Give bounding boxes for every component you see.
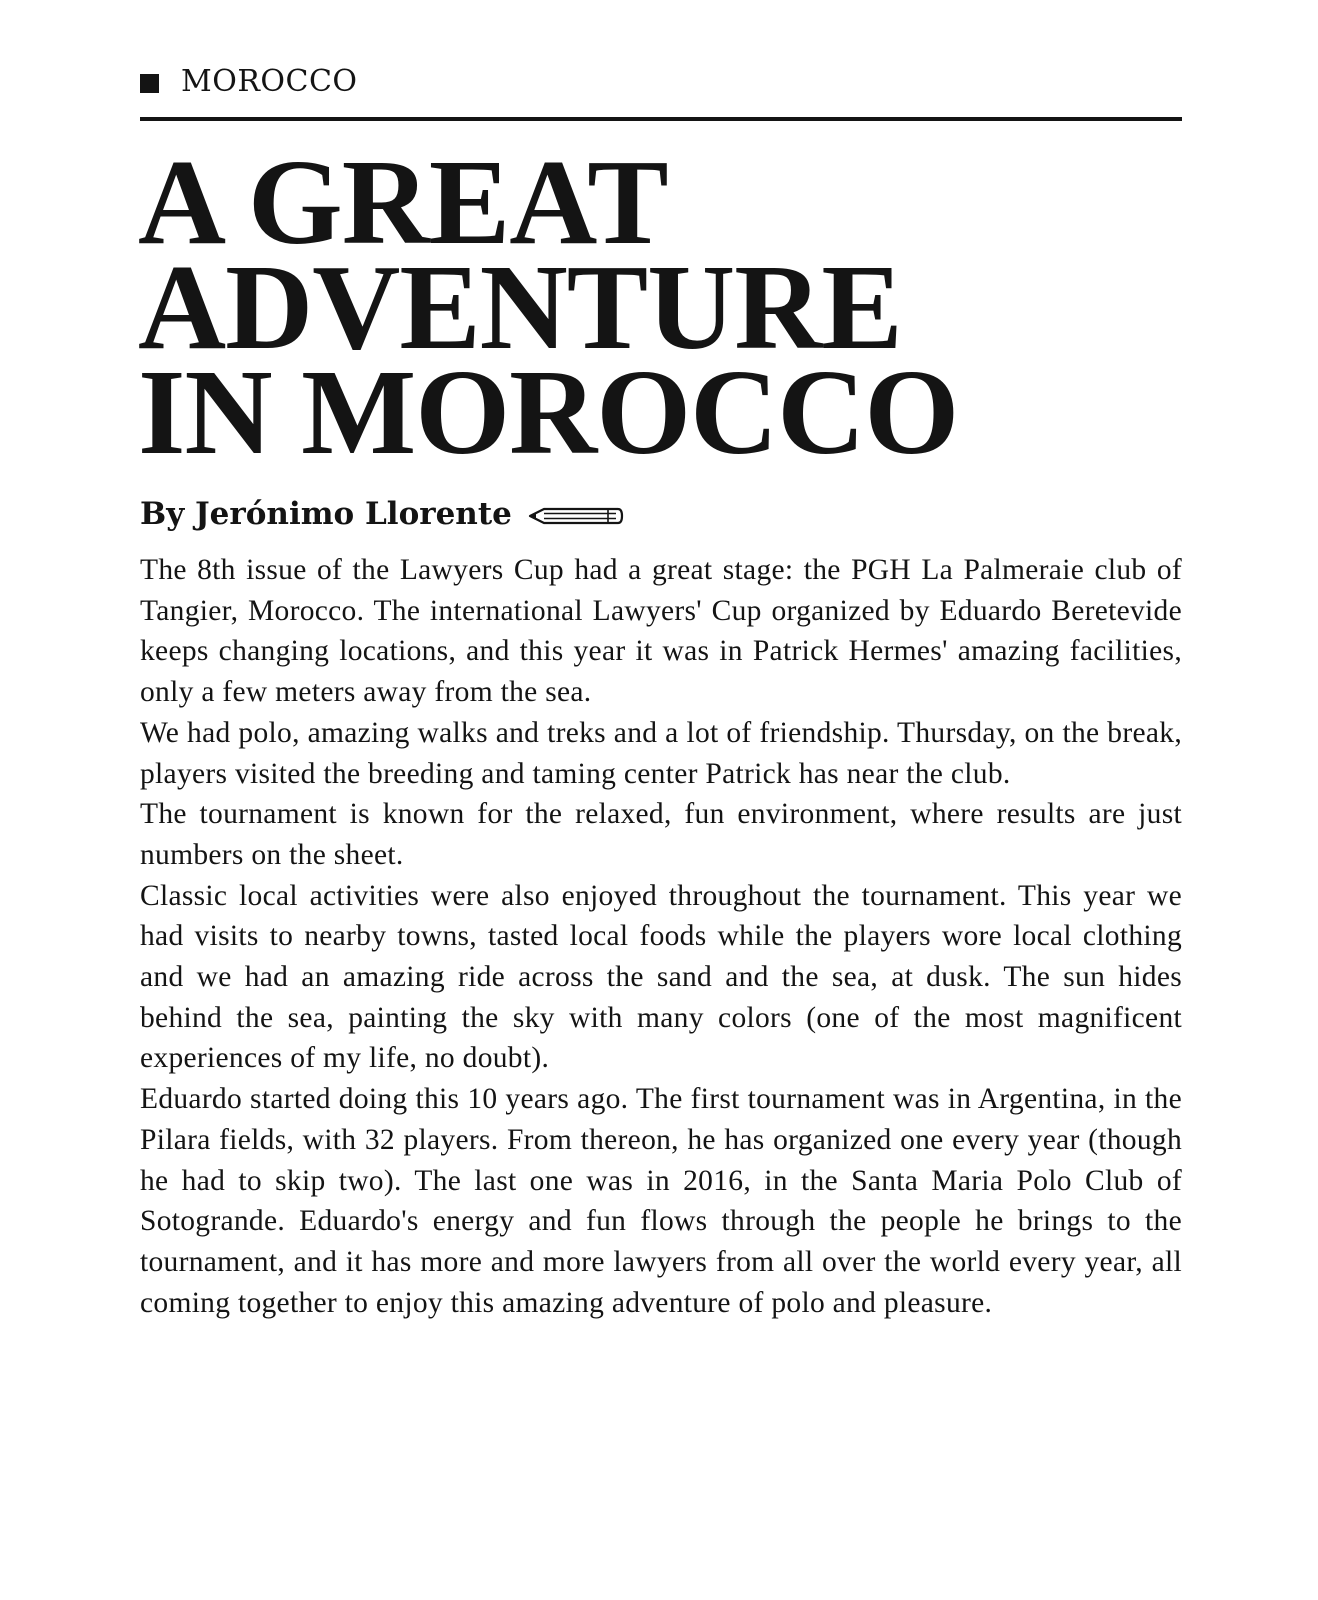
byline-author: By Jerónimo Llorente [140,496,512,532]
header-divider [140,117,1182,121]
headline-line: IN MOROCCO [138,345,959,480]
byline [140,492,624,536]
article-paragraph: Eduardo started doing this 10 years ago. The first tournament was in Argentina, in the Pilara fields, with 32 players. From thereon, he has organized one every year (though he had to skip two). The last one was in 2016, in the Santa Maria Polo Club of Sotogrande. Eduardo's energy and fun flows through the people he brings to the tournament, and it has more and more lawyers from all over the world every year, all coming together to enjoy this amazing adventure of polo and pleasure. [140,1083,1182,1319]
pencil-icon [528,506,624,526]
article-body [140,550,1182,1323]
article-paragraph: The 8th issue of the Lawyers Cup had a great stage: the PGH La Palmeraie club of Tangier, Morocco. The international Lawyers' Cup organized by Eduardo Beretevide keeps changing locations, and this year it was in Patrick Hermes' amazing facilities, only a few meters away from the sea. [140,554,1182,709]
headline-line: ADVENTURE [138,240,902,375]
section-marker-icon [140,74,159,93]
article-paragraph: Classic local activities were also enjoyed throughout the tournament. This year we had visits to nearby towns, tasted local foods while the players wore local clothing and we had an amazing ride across the sand and the sea, at dusk. The sun hides behind the sea, painting the sky with many colors (one of the most magnificent experiences of my life, no doubt). [140,879,1182,1075]
section-label: MOROCCO [181,64,358,99]
article-paragraph: The tournament is known for the relaxed, fun environment, where results are just numbers on the sheet. [140,798,1182,871]
article-paragraph: We had polo, amazing walks and treks and a lot of friendship. Thursday, on the break, players visited the breeding and taming center Patrick has near the club. [140,716,1182,790]
headline-line: A GREAT [138,135,668,270]
article-headline [138,135,1180,480]
section-header [140,62,358,102]
